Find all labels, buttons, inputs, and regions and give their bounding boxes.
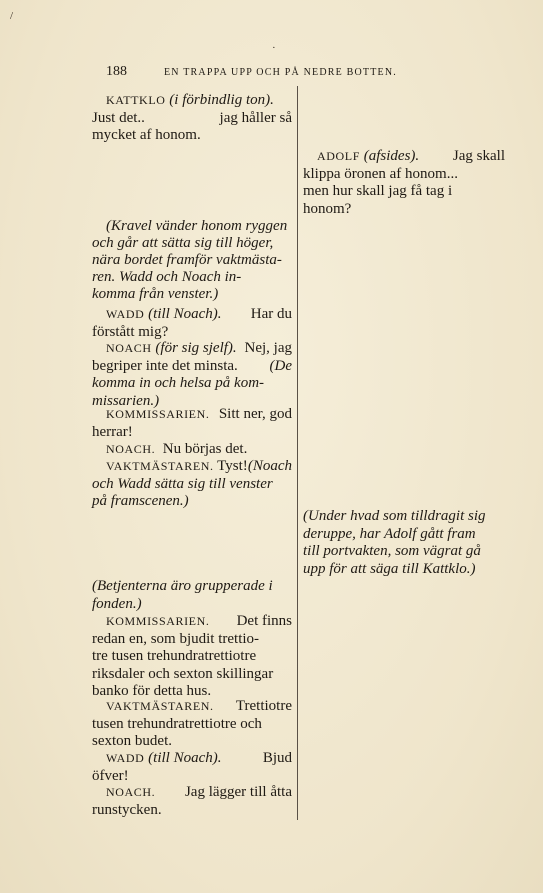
dialogue-vaktmastaren (92, 458, 292, 511)
stage-line: (Kravel vänder honom ryggen (106, 218, 288, 234)
stage-direction: (i förbindlig ton). (169, 92, 274, 108)
stage-direction-block (303, 508, 505, 578)
speaker-name: KOMMISSARIEN. (106, 407, 210, 421)
stage-direction: (till Noach). (148, 306, 222, 322)
speaker-name: ADOLF (317, 149, 361, 163)
dialogue-text: begriper inte det minsta. (92, 357, 238, 374)
dialogue-text: Bjud (262, 750, 292, 766)
speaker-name: NOACH (106, 341, 152, 355)
dialogue-text: Jag skall (452, 148, 505, 164)
dialogue-text: herrar! (92, 423, 133, 440)
dialogue-text: Trettiotre (235, 698, 292, 714)
stage-line: (De (269, 357, 292, 374)
dialogue-text: öfver! (92, 767, 129, 784)
stage-line: ren. Wadd och Noach in- (92, 269, 242, 285)
dialogue-text: förstått mig? (92, 323, 169, 340)
dialogue-text: Tyst! (217, 458, 248, 474)
dialogue-kommissarien (92, 406, 292, 441)
dialogue-kommissarien-2 (92, 613, 292, 701)
dialogue-text: honom? (303, 200, 352, 217)
dialogue-text: banko för detta hus. (92, 683, 212, 699)
dialogue-text: Har du (250, 306, 292, 322)
speaker-name: NOACH. (106, 785, 156, 799)
dialogue-text: riksdaler och sexton skillingar (92, 665, 274, 682)
speaker-name: VAKTMÄSTAREN. (106, 699, 214, 713)
margin-mark: · (272, 42, 276, 54)
dialogue-text: mycket af honom. (92, 127, 201, 143)
stage-line: (Noach (247, 458, 292, 474)
dialogue-text: redan en, som bjudit trettio- (92, 630, 260, 647)
dialogue-text: tre tusen trehundratrettiotre (92, 648, 257, 664)
stage-line: nära bordet framför vaktmästa- (92, 252, 282, 268)
stage-direction-block (92, 218, 292, 303)
dialogue-text: runstycken. (92, 801, 162, 818)
stage-line: (Betjenterna äro grupperade i (92, 578, 273, 594)
dialogue-text: sexton budet. (92, 733, 172, 749)
dialogue-text: men hur skall jag få tag i (303, 183, 453, 199)
dialogue-text: klippa öronen af honom... (303, 165, 458, 182)
dialogue-adolf (303, 148, 505, 218)
stage-direction-block (92, 578, 292, 613)
dialogue-text: Jag lägger till åtta (184, 784, 292, 800)
stage-line: och går att sätta sig till höger, (92, 235, 274, 251)
dialogue-text: Det finns (236, 613, 292, 629)
stage-line: och Wadd sätta sig till venster (92, 475, 273, 492)
speaker-name: KOMMISSARIEN. (106, 614, 210, 628)
stage-line: komma in och helsa på kom- (92, 375, 265, 391)
dialogue-text: Sitt ner, god (218, 406, 292, 422)
dialogue-text: Nej, jag (244, 340, 292, 356)
dialogue-vaktmastaren-2 (92, 698, 292, 751)
margin-mark: / (10, 10, 14, 22)
stage-line: missarien.) (92, 392, 160, 409)
speaker-name: VAKTMÄSTAREN. (106, 459, 214, 473)
dialogue-text: tusen trehundratrettiotre och (92, 715, 262, 732)
stage-line: till portvakten, som vägrat gå (303, 543, 481, 559)
dialogue-text: jag håller så (219, 109, 292, 126)
stage-direction: (för sig sjelf). (155, 340, 237, 356)
page-number: 188 (106, 64, 127, 79)
speaker-name: KATTKLO (106, 93, 166, 107)
stage-line: på framscenen.) (92, 493, 189, 509)
dialogue-text: Nu börjas det. (162, 441, 248, 457)
stage-direction: (afsides). (363, 148, 420, 164)
dialogue-kattklo (92, 92, 292, 145)
dialogue-wadd-2 (92, 750, 292, 785)
stage-direction: (till Noach). (148, 750, 222, 766)
stage-line: komma från venster.) (92, 286, 219, 302)
speaker-name: NOACH. (106, 442, 156, 456)
stage-line: upp för att säga till Kattklo.) (303, 560, 476, 577)
dialogue-noach-3 (92, 784, 292, 819)
stage-line: fonden.) (92, 595, 142, 612)
running-title: EN TRAPPA UPP OCH PÅ NEDRE BOTTEN. (164, 67, 397, 78)
speaker-name: WADD (106, 751, 145, 765)
dialogue-text: Just det.. (92, 109, 145, 126)
dialogue-wadd (92, 306, 292, 341)
stage-line: deruppe, har Adolf gått fram (303, 525, 476, 542)
dialogue-noach (92, 340, 292, 410)
speaker-name: WADD (106, 307, 145, 321)
stage-line: (Under hvad som tilldragit sig (303, 508, 486, 524)
dialogue-noach-2 (92, 441, 306, 459)
